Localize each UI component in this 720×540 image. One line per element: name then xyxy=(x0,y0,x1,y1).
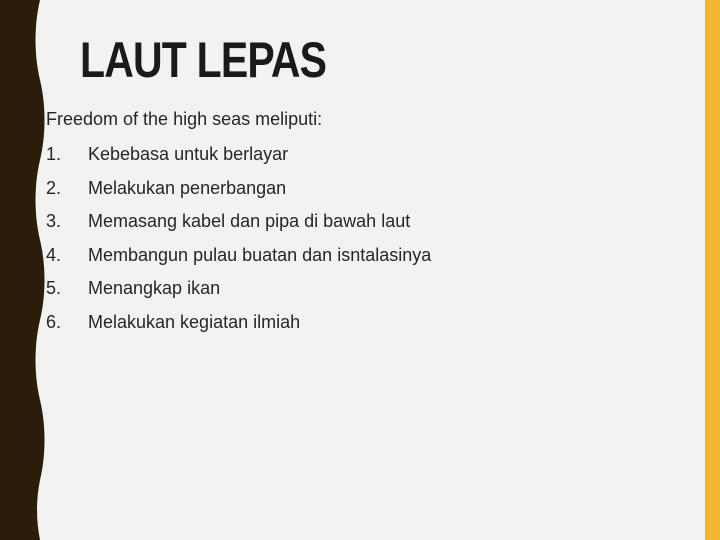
list-text: Membangun pulau buatan dan isntalasinya xyxy=(88,244,432,265)
list-number: 6. xyxy=(46,311,62,332)
list-item xyxy=(46,277,431,311)
list-item xyxy=(46,244,431,278)
list-item xyxy=(46,311,431,345)
right-accent-bar xyxy=(705,0,720,540)
slide-title: LAUT LEPAS xyxy=(80,32,327,88)
list-number: 3. xyxy=(46,211,62,231)
list-number: 1. xyxy=(46,144,62,164)
list-item xyxy=(46,143,431,177)
list-text: Melakukan kegiatan ilmiah xyxy=(88,311,301,332)
list-item xyxy=(46,210,431,244)
list-text: Memasang kabel dan pipa di bawah laut xyxy=(88,211,411,231)
list-number: 2. xyxy=(46,177,62,198)
intro-text: Freedom of the high seas meliputi: xyxy=(46,109,323,129)
numbered-list xyxy=(46,143,431,344)
list-text: Menangkap ikan xyxy=(88,278,221,298)
list-number: 4. xyxy=(46,244,62,265)
list-item xyxy=(46,177,431,211)
list-text: Kebebasa untuk berlayar xyxy=(88,144,289,164)
list-number: 5. xyxy=(46,278,62,298)
list-text: Melakukan penerbangan xyxy=(88,177,287,198)
